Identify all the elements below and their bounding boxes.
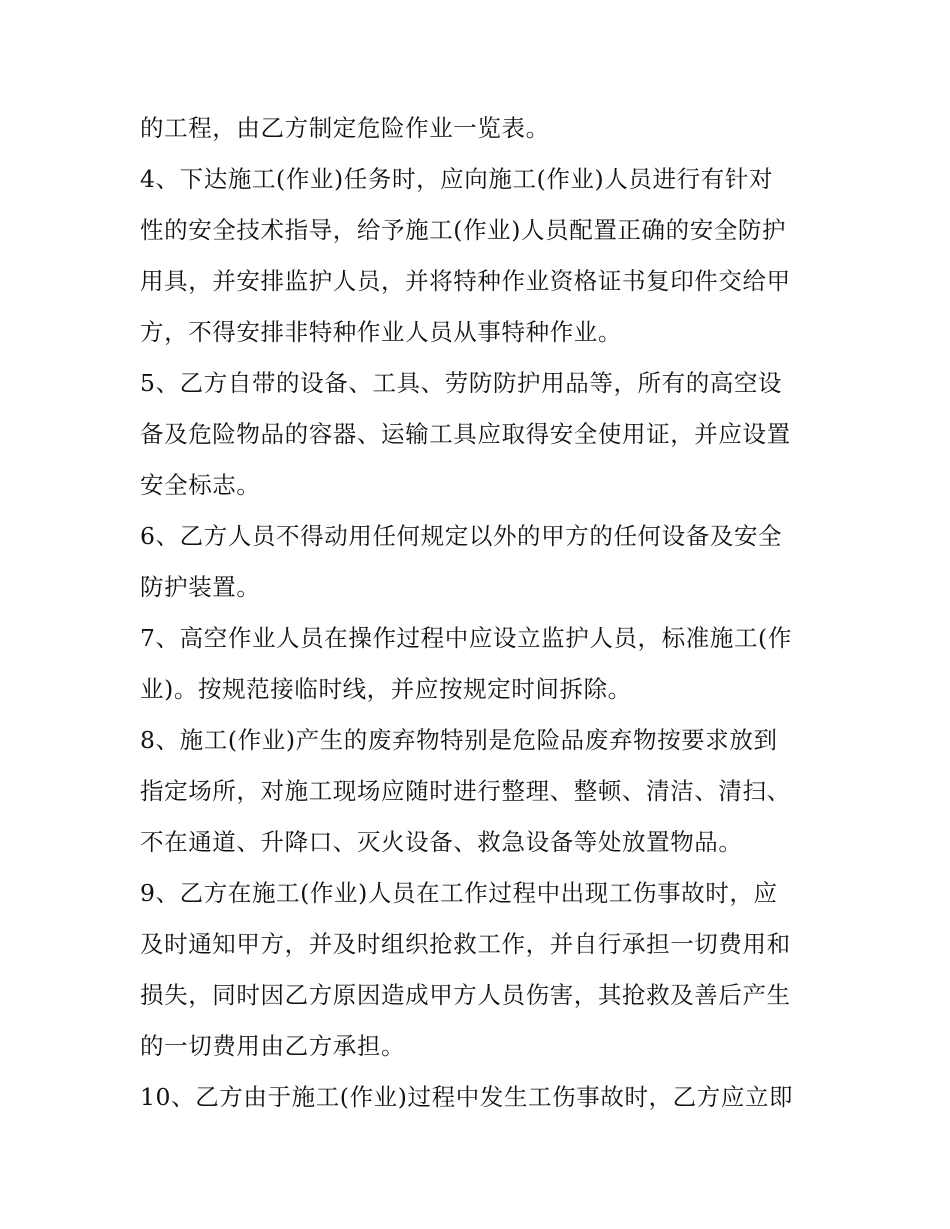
text-line: 8、施工(作业)产生的废弃物特别是危险品废弃物按要求放到 bbox=[140, 726, 778, 754]
text-line: 9、乙方在施工(作业)人员在工作过程中出现工伤事故时，应 bbox=[140, 879, 778, 907]
text-line: 安全标志。 bbox=[140, 471, 261, 499]
text-line: 性的安全技术指导，给予施工(作业)人员配置正确的安全防护 bbox=[140, 216, 787, 244]
text-line: 损失，同时因乙方原因造成甲方人员伤害，其抢救及善后产生 bbox=[140, 981, 791, 1009]
text-line: 5、乙方自带的设备、工具、劳防防护用品等，所有的高空设 bbox=[140, 369, 783, 397]
text-line: 不在通道、升降口、灭火设备、救急设备等处放置物品。 bbox=[140, 828, 743, 856]
document-body bbox=[140, 103, 820, 1123]
text-line: 指定场所，对施工现场应随时进行整理、整顿、清洁、清扫、 bbox=[140, 777, 791, 805]
text-line: 用具，并安排监护人员，并将特种作业资格证书复印件交给甲 bbox=[140, 267, 791, 295]
text-line: 10、乙方由于施工(作业)过程中发生工伤事故时，乙方应立即 bbox=[140, 1083, 794, 1111]
text-line: 方，不得安排非特种作业人员从事特种作业。 bbox=[140, 318, 622, 346]
text-line: 的一切费用由乙方承担。 bbox=[140, 1032, 406, 1060]
text-line: 的工程，由乙方制定危险作业一览表。 bbox=[140, 114, 550, 142]
text-line: 7、高空作业人员在操作过程中应设立监护人员，标准施工(作 bbox=[140, 624, 792, 652]
text-line: 防护装置。 bbox=[140, 573, 261, 601]
text-line: 4、下达施工(作业)任务时，应向施工(作业)人员进行有针对 bbox=[140, 165, 774, 193]
text-line: 6、乙方人员不得动用任何规定以外的甲方的任何设备及安全 bbox=[140, 522, 783, 550]
text-line: 备及危险物品的容器、运输工具应取得安全使用证，并应设置 bbox=[140, 420, 791, 448]
text-line: 及时通知甲方，并及时组织抢救工作，并自行承担一切费用和 bbox=[140, 930, 791, 958]
text-line: 业)。按规范接临时线，并应按规定时间拆除。 bbox=[140, 675, 632, 703]
